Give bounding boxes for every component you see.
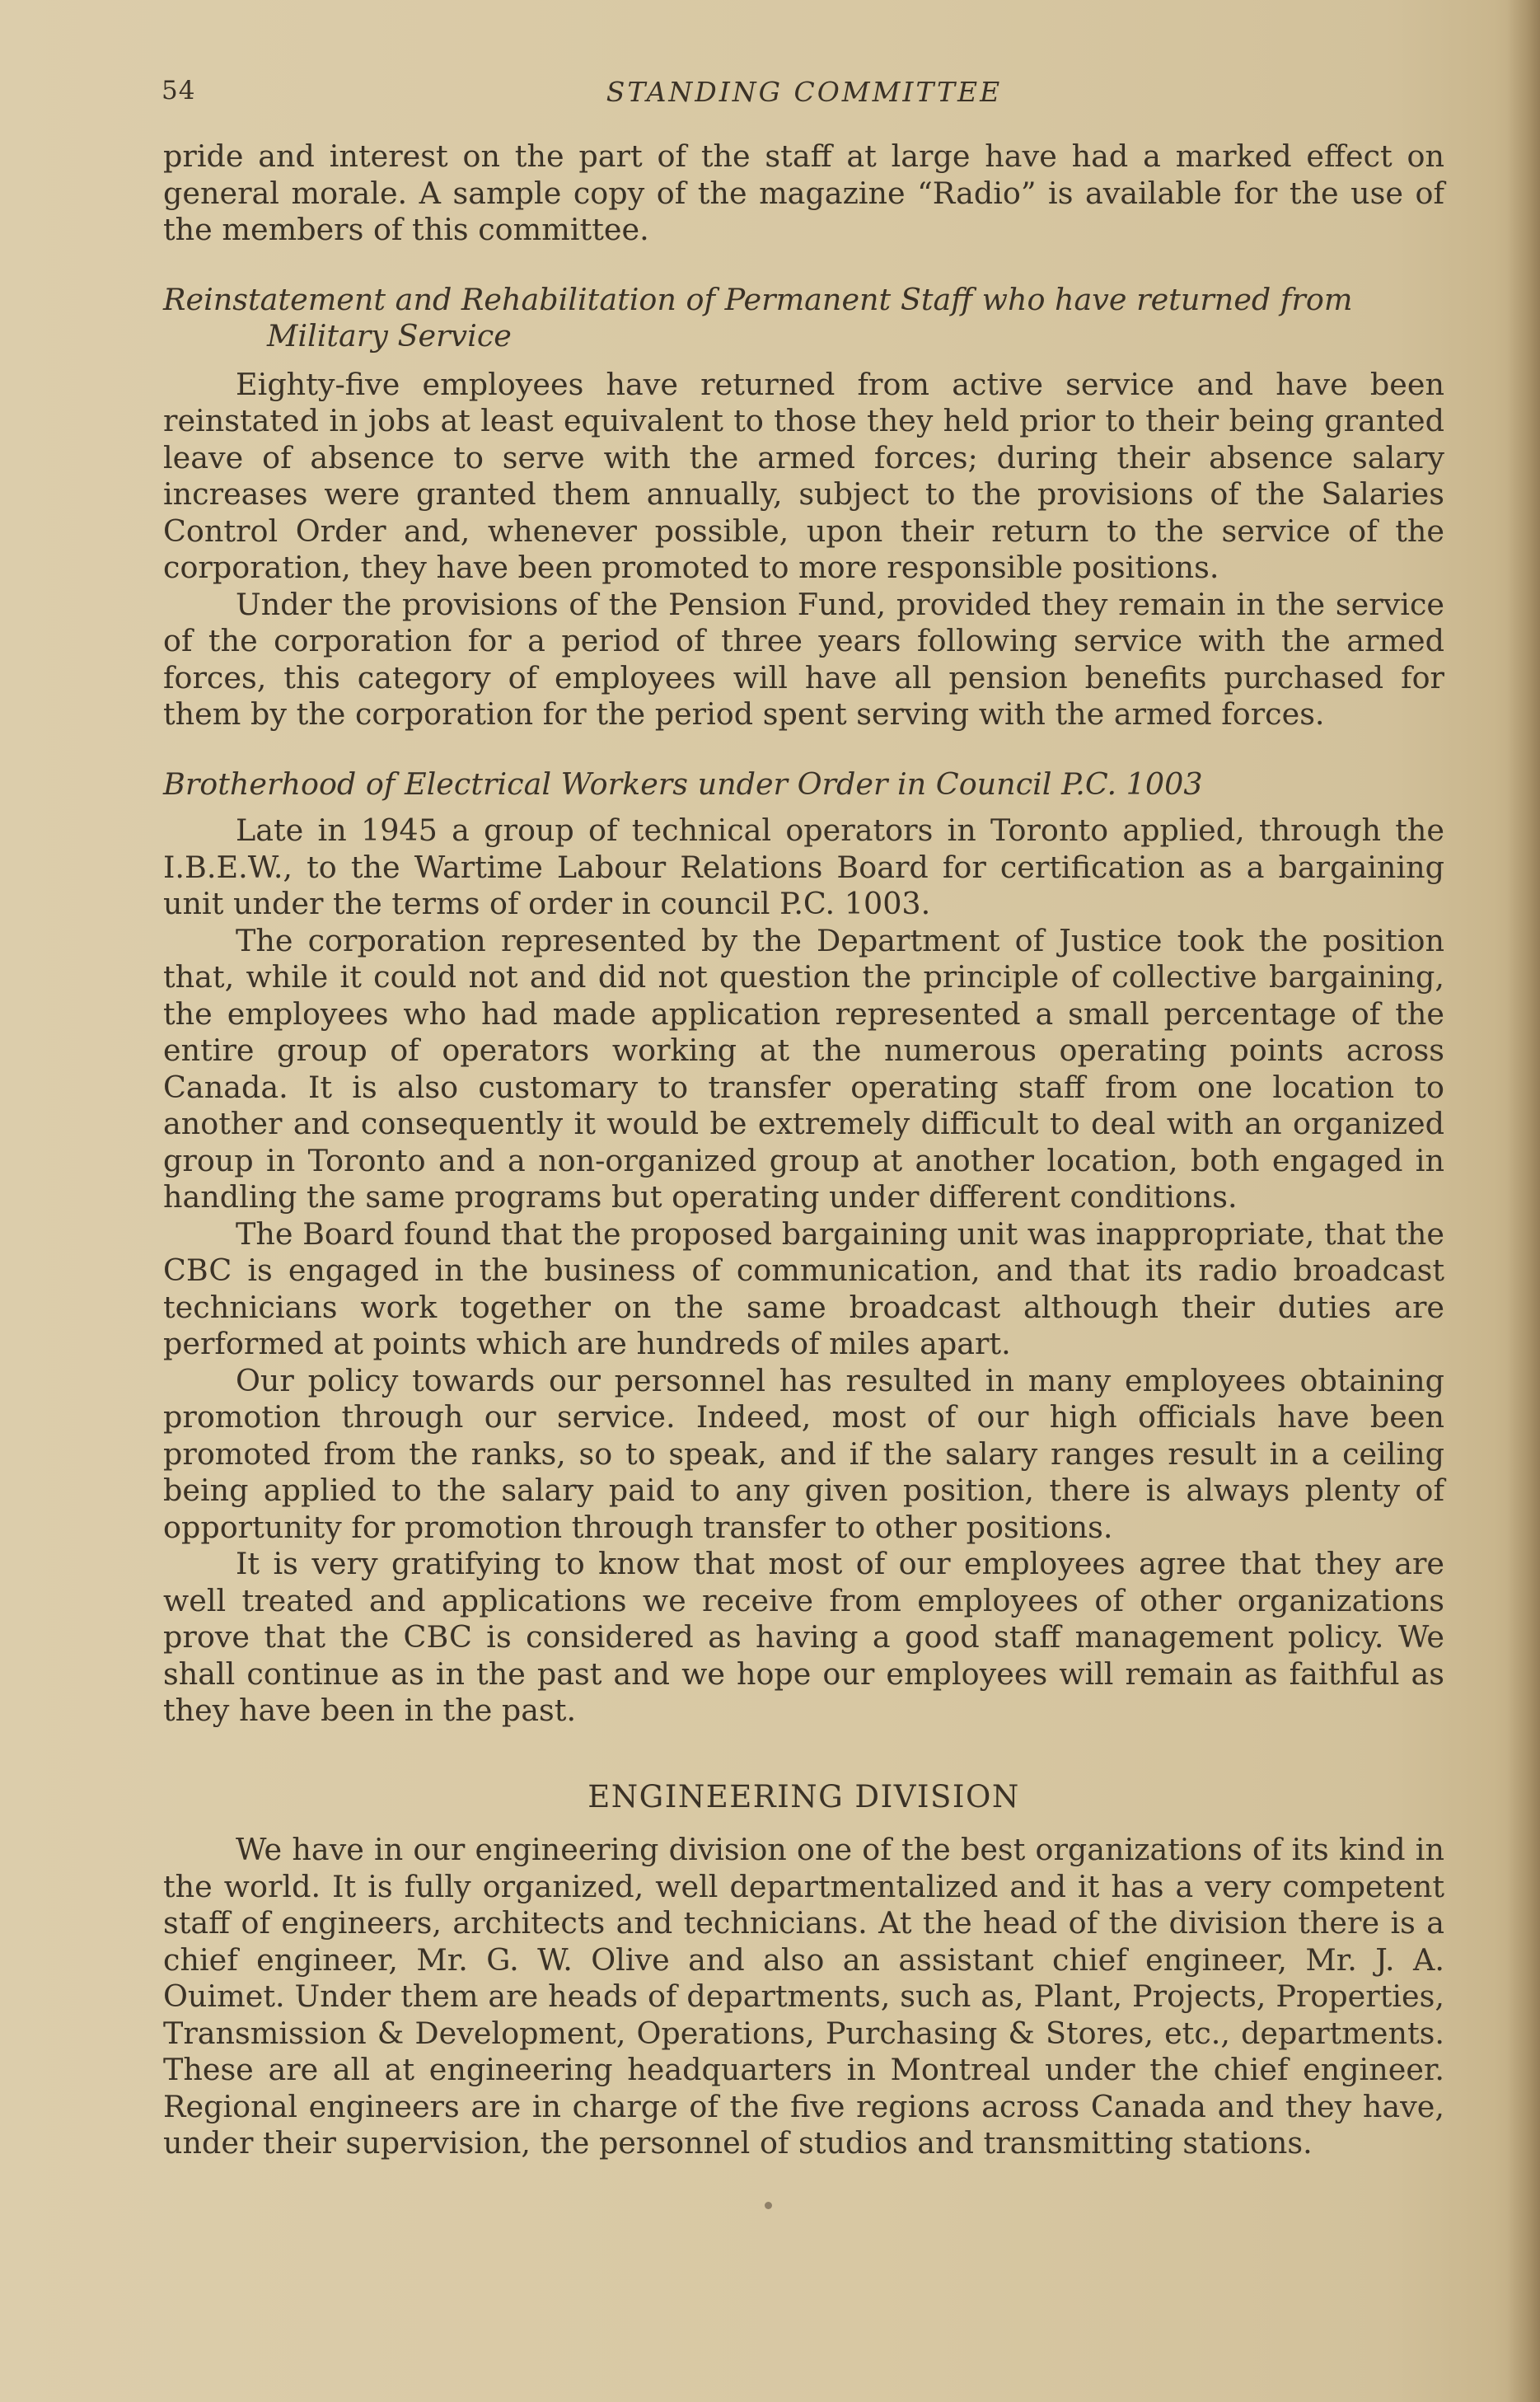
- section-title-engineering: ENGINEERING DIVISION: [587, 1778, 1020, 1814]
- section-heading-brotherhood: Brotherhood of Electrical Workers under Order in Council P.C. 1003: [163, 766, 1203, 802]
- brotherhood-paragraph-2: The corporation represented by the Department of Justice took the position that, while it could not and did not question the principle of collective bargaining, the employees who had made application represented a small percentage of the entire group of operators working at the numerous operating points across Canada. It is also customary to transfer operating staff from one location to another and consequently it would be extremely difficult to deal with an organized group in Toronto and a non-organized group at another location, both engaged in handling the same programs but operating under different conditions.: [163, 922, 1444, 1215]
- page-header: [161, 76, 1447, 114]
- page-edge-shadow: [1507, 0, 1540, 2402]
- intro-paragraph: pride and interest on the part of the staff at large have had a marked effect on general morale. A sample copy of the magazine “Radio” is available for the use of the members of this committee.: [163, 138, 1444, 247]
- reinstatement-paragraph-1: Eighty-five employees have returned from active service and have been reinstated in jobs at least equivalent to those they held prior to their being granted leave of absence to serve with the armed forces; during their absence salary increases were granted them annually, subject to the provisions of the Salaries Control Order and, whenever possible, upon their return to the service of the corporation, they have been promoted to more responsible positions.: [163, 366, 1444, 585]
- running-head: STANDING COMMITTEE: [606, 76, 1003, 108]
- page-number: 54: [161, 76, 196, 105]
- page-body: [163, 138, 1444, 2162]
- brotherhood-paragraph-5: It is very gratifying to know that most of our employees agree that they are well treated and applications we receive from employees of other organizations prove that the CBC is considered as having a good staff management policy. We shall continue as in the past and we hope our employees will remain as faithful as they have been in the past.: [163, 1546, 1444, 1728]
- engineering-paragraph-1: We have in our engineering division one of the best organizations of its kind in the world. It is fully organized, well departmentalized and it has a very competent staff of engineers, architects and technicians. At the head of the division there is a chief engineer, Mr. G. W. Olive and also an assistant chief engineer, Mr. J. A. Ouimet. Under them are heads of departments, such as, Plant, Projects, Properties, Transmission & Development, Operations, Purchasing & Stores, etc., departments. These are all at engineering headquarters in Montreal under the chief engineer. Regional engineers are in charge of the five regions across Canada and they have, under their supervision, the personnel of studios and transmitting stations.: [163, 1832, 1444, 2161]
- reinstatement-paragraph-2: Under the provisions of the Pension Fund, provided they remain in the service of the corporation for a period of three years following service with the armed forces, this category of employees will have all pension benefits purchased for them by the corporation for the period spent serving with the armed forces.: [163, 586, 1444, 732]
- brotherhood-paragraph-4: Our policy towards our personnel has resulted in many employees obtaining promotion through our service. Indeed, most of our high officials have been promoted from the ranks, so to speak, and if the salary ranges result in a ceiling being applied to the salary paid to any given position, there is always plenty of opportunity for promotion through transfer to other positions.: [163, 1362, 1444, 1545]
- brotherhood-paragraph-1: Late in 1945 a group of technical operators in Toronto applied, through the I.B.E.W., to the Wartime Labour Relations Board for certification as a bargaining unit under the terms of order in council P.C. 1003.: [163, 812, 1444, 921]
- ink-dot: [765, 2202, 772, 2209]
- brotherhood-paragraph-3: The Board found that the proposed bargaining unit was inappropriate, that the CBC is engaged in the business of communication, and that its radio broadcast technicians work together on the same broadcast although their duties are performed at points which are hundreds of miles apart.: [163, 1215, 1444, 1361]
- section-heading-reinstatement: Reinstatement and Rehabilitation of Permanent Staff who have returned from Military Service: [163, 281, 1353, 354]
